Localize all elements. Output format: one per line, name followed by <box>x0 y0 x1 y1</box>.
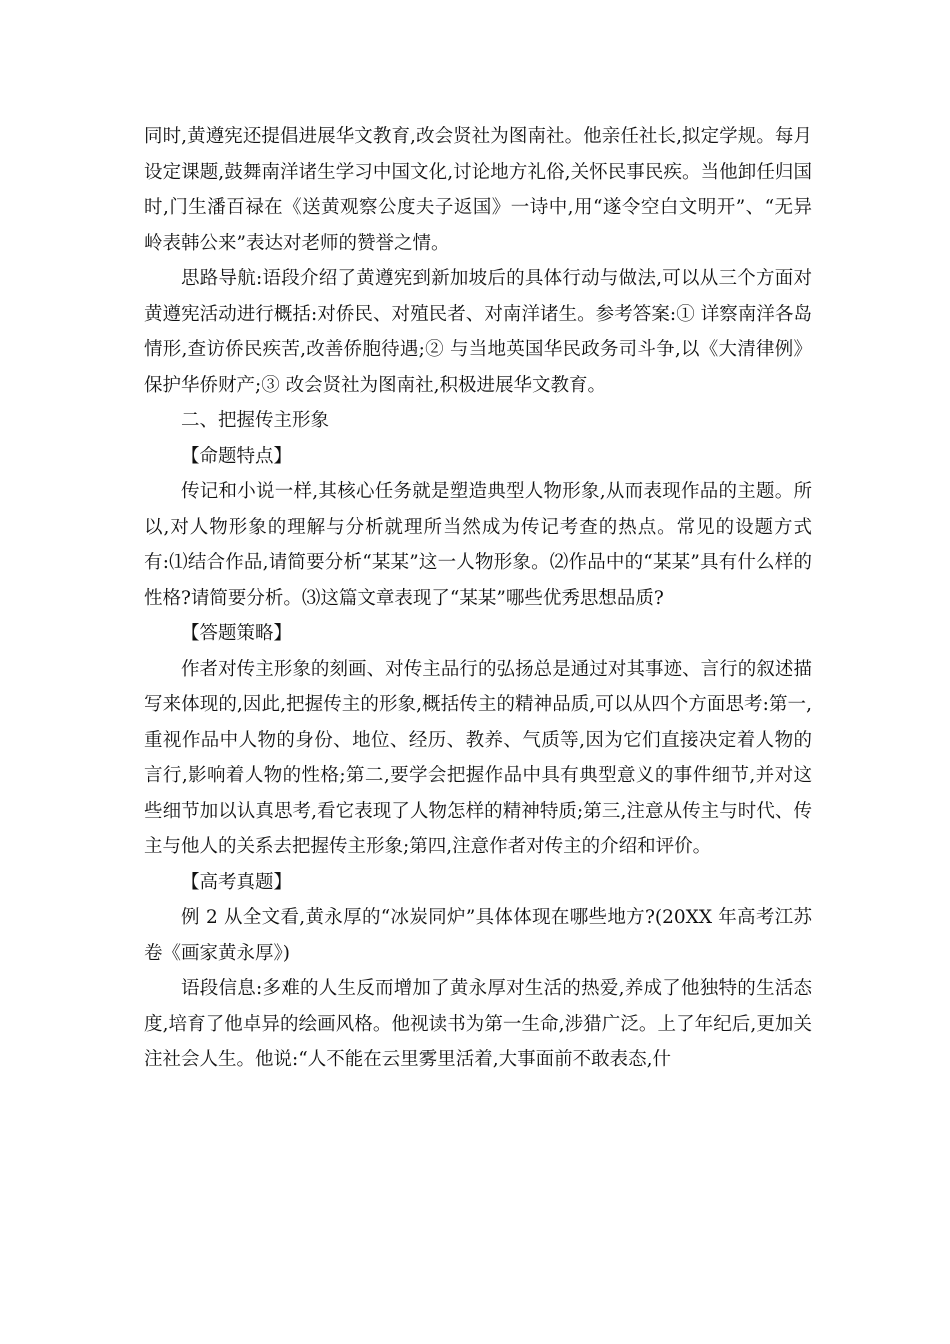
subheading-answer-strategy: 【答题策略】 <box>181 623 293 644</box>
subheading-exam-questions: 【高考真题】 <box>181 871 293 893</box>
paragraph-example-2: 例 2 从全文看,黄永厚的“冰炭同炉”具体体现在哪些地方?(20XX 年高考江苏卷《画家黄永厚》) <box>144 907 812 964</box>
paragraph-question-features: 传记和小说一样,其核心任务就是塑造典型人物形象,从而表现作品的主题。所以,对人物形象的理解与分析就理所当然成为传记考查的热点。常见的设题方式有:⑴结合作品,请简要分析“某某”这一人物形象。⑵作品中的“某某”具有什么样的性格?请简要分析。⑶这篇文章表现了“某某”哪些优秀思想品质? <box>144 481 812 609</box>
paragraph-huang-zunxian-education: 同时,黄遵宪还提倡进展华文教育,改会贤社为图南社。他亲任社长,拟定学规。每月设定课题,鼓舞南洋诸生学习中国文化,讨论地方礼俗,关怀民事民疾。当他卸任归国时,门生潘百禄在《送黄观察公度夫子返国》一诗中,用“遂令空白文明开”、“无异岭表韩公来”表达对老师的赞誉之情。 <box>144 126 812 254</box>
subheading-question-features: 【命题特点】 <box>181 445 293 467</box>
paragraph-passage-info: 语段信息:多难的人生反而增加了黄永厚对生活的热爱,养成了他独特的生活态度,培育了他卓异的绘画风格。他视读书为第一生命,涉猎广泛。上了年纪后,更加关注社会人生。他说:“人不能在云里雾里活着,大事面前不敢表态,什 <box>144 978 812 1070</box>
section-heading-grasp-subject-image: 二、把握传主形象 <box>181 410 330 431</box>
paragraph-answer-strategy: 作者对传主形象的刻画、对传主品行的弘扬总是通过对其事迹、言行的叙述描写来体现的,因此,把握传主的形象,概括传主的精神品质,可以从四个方面思考:第一,重视作品中人物的身份、地位、经历、教养、气质等,因为它们直接决定着人物的言行,影响着人物的性格;第二,要学会把握作品中具有典型意义的事件细节,并对这些细节加以认真思考,看它表现了人物怎样的精神特质;第三,注意从传主与时代、传主与他人的关系去把握传主形象;第四,注意作者对传主的介绍和评价。 <box>144 658 812 857</box>
document-page <box>144 119 812 1078</box>
paragraph-thinking-guide: 思路导航:语段介绍了黄遵宪到新加坡后的具体行动与做法,可以从三个方面对黄遵宪活动进行概括:对侨民、对殖民者、对南洋诸生。参考答案:① 详察南洋各岛情形,查访侨民疾苦,改善侨胞待遇;② 与当地英国华民政务司斗争,以《大清律例》保护华侨财产;③ 改会贤社为图南社,积极进展华文教育。 <box>144 268 812 396</box>
